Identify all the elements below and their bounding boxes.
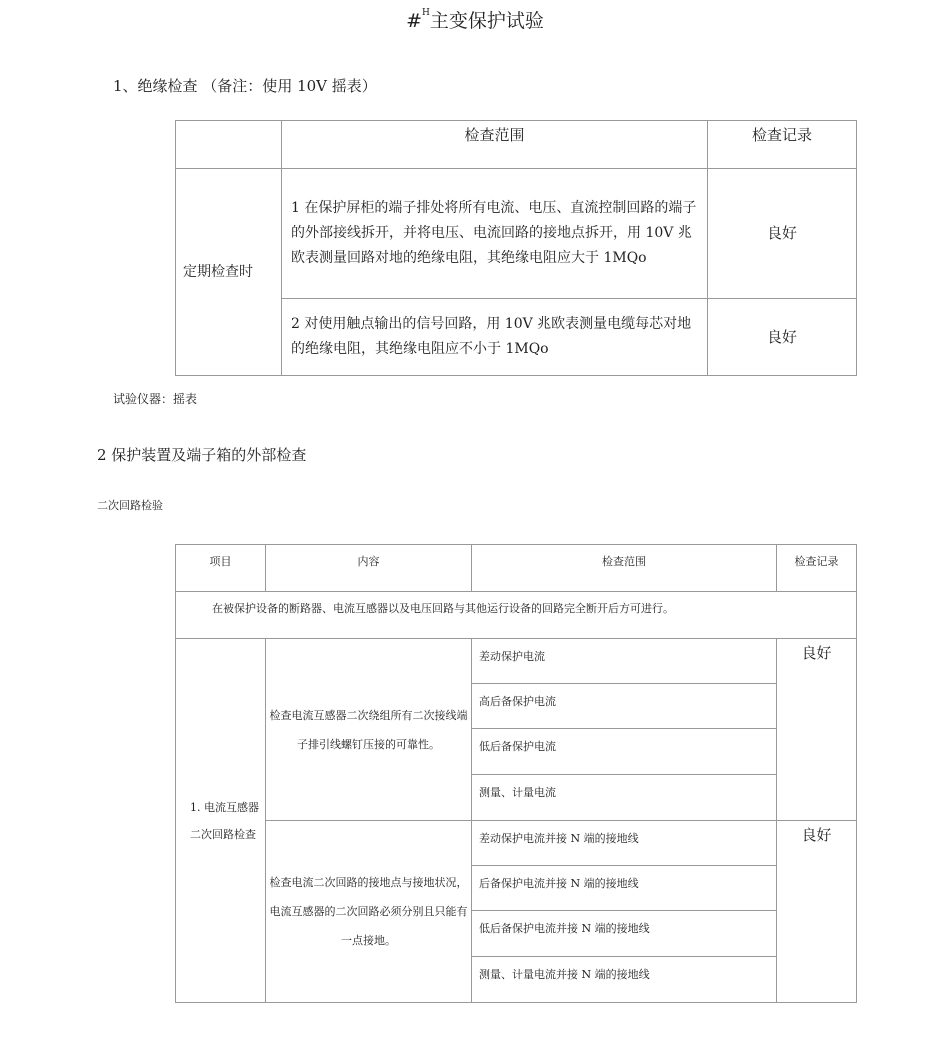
table-header-item: 项目	[176, 545, 266, 592]
item-cell: 1. 电流互感器二次回路检查	[176, 639, 266, 1003]
range-cell: 低后备保护电流并接 N 端的接地线	[472, 911, 777, 957]
table-header-range: 检查范围	[472, 545, 777, 592]
record-cell: 良好	[708, 169, 857, 299]
table-header-record: 检查记录	[777, 545, 857, 592]
section-1-heading: 1、绝缘检查 （备注：使用 10V 摇表）	[113, 77, 377, 95]
range-cell: 后备保护电流并接 N 端的接地线	[472, 866, 777, 911]
insulation-check-table	[175, 120, 857, 376]
table-header-blank	[176, 121, 282, 169]
record-cell: 良好	[708, 299, 857, 376]
table-header-record: 检查记录	[708, 121, 857, 169]
range-cell: 高后备保护电流	[472, 684, 777, 729]
content-cell: 检查电流互感器二次绕组所有二次接线端子排引线螺钉压接的可靠性。	[266, 639, 472, 821]
section-2-heading: 2 保护装置及端子箱的外部检查	[97, 446, 307, 464]
range-cell: 测量、计量电流并接 N 端的接地线	[472, 957, 777, 1003]
page-title: #$^H$主变保护试验	[406, 8, 544, 32]
instrument-note: 试验仪器：摇表	[113, 392, 198, 406]
record-cell: 良好	[777, 821, 857, 1003]
range-cell: 测量、计量电流	[472, 775, 777, 821]
range-cell: 差动保护电流并接 N 端的接地线	[472, 821, 777, 866]
content-cell: 检查电流二次回路的接地点与接地状况，电流互感器的二次回路必须分别且只能有一点接地。	[266, 821, 472, 1003]
section-2-subheading: 二次回路检验	[97, 499, 163, 512]
secondary-circuit-table	[175, 544, 857, 1003]
range-cell: 2 对使用触点输出的信号回路，用 10V 兆欧表测量电缆每芯对地的绝缘电阻，其绝缘电阻应不小于 1MQo	[282, 299, 708, 376]
range-cell: 低后备保护电流	[472, 729, 777, 775]
record-cell: 良好	[777, 639, 857, 821]
table-header-range: 检查范围	[282, 121, 708, 169]
table-header-content: 内容	[266, 545, 472, 592]
range-cell: 1 在保护屏柜的端子排处将所有电流、电压、直流控制回路的端子的外部接线拆开，并将电压、电流回路的接地点拆开，用 10V 兆欧表测量回路对地的绝缘电阻，其绝缘电阻应大于 1MQo	[282, 169, 708, 299]
range-cell: 差动保护电流	[472, 639, 777, 684]
precondition-note: 在被保护设备的断路器、电流互感器以及电压回路与其他运行设备的回路完全断开后方可进行。	[176, 592, 857, 639]
category-cell: 定期检查时	[176, 169, 282, 376]
